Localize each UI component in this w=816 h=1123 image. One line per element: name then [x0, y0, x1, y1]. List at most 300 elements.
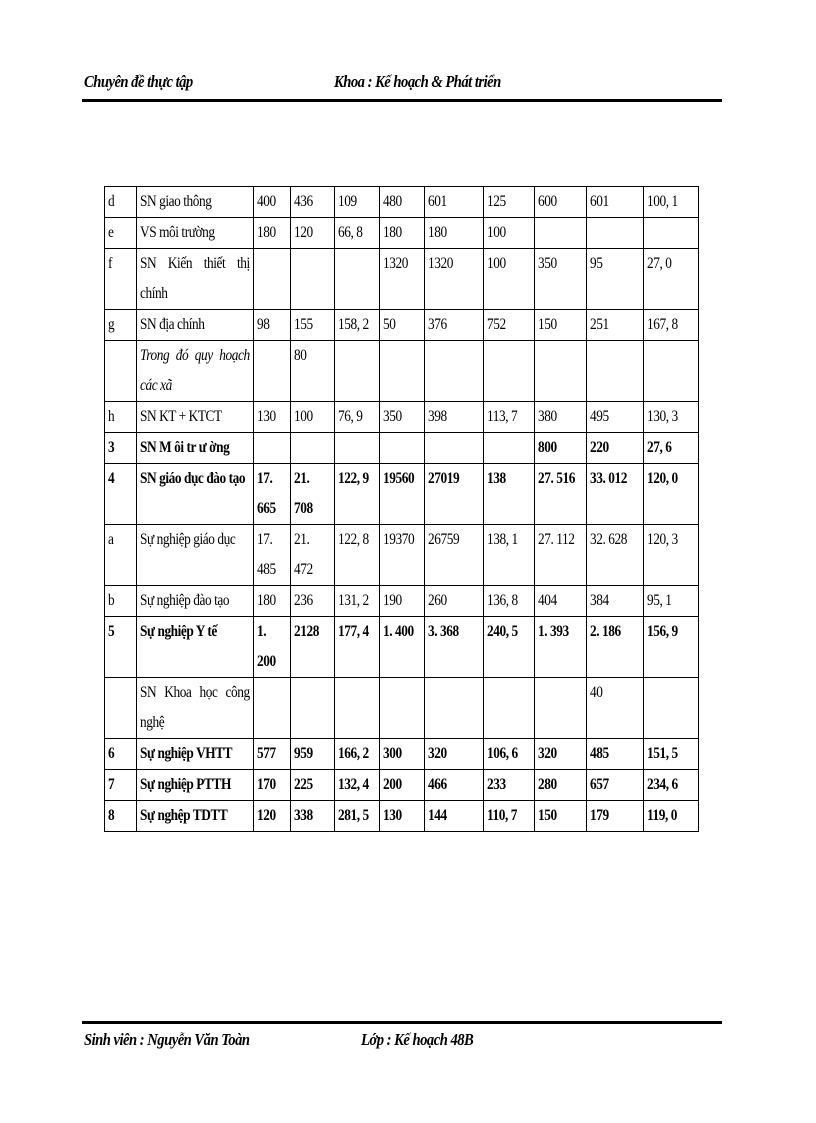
- row-index-cell: [105, 249, 137, 310]
- value-cell: [425, 586, 484, 617]
- value-cell: [484, 433, 535, 464]
- cell-text: 384: [590, 592, 609, 609]
- cell-text: 120: [257, 807, 276, 824]
- value-cell: [380, 586, 425, 617]
- value-cell: [254, 218, 291, 249]
- cell-text: 179: [590, 807, 609, 824]
- cell-text: 600: [538, 193, 557, 210]
- value-cell: [425, 739, 484, 770]
- cell-text: 19560: [383, 470, 415, 487]
- cell-text: 21. 472: [294, 531, 313, 578]
- cell-text: 100, 1: [647, 193, 678, 210]
- value-cell: [587, 310, 644, 341]
- cell-text: 380: [538, 408, 557, 425]
- cell-text: 50: [383, 316, 396, 333]
- value-cell: [254, 249, 291, 310]
- value-cell: [425, 678, 484, 739]
- value-cell: [254, 739, 291, 770]
- table-row: [105, 525, 699, 586]
- cell-text: 166, 2: [338, 745, 369, 762]
- value-cell: [535, 433, 587, 464]
- value-cell: [254, 801, 291, 832]
- row-index-cell: [105, 739, 137, 770]
- value-cell: [380, 770, 425, 801]
- table-row: [105, 218, 699, 249]
- row-index-cell: [105, 341, 137, 402]
- cell-text: 3: [108, 439, 115, 456]
- cell-text: d: [108, 193, 115, 210]
- value-cell: [484, 310, 535, 341]
- value-cell: [291, 310, 335, 341]
- cell-text: a: [108, 531, 114, 548]
- value-cell: [380, 801, 425, 832]
- value-cell: [587, 525, 644, 586]
- value-cell: [254, 402, 291, 433]
- row-label-cell: [137, 770, 254, 801]
- value-cell: [535, 525, 587, 586]
- cell-text: SN KT + KTCT: [140, 408, 222, 425]
- value-cell: [484, 464, 535, 525]
- cell-text: 150: [538, 807, 557, 824]
- row-index-cell: [105, 770, 137, 801]
- value-cell: [644, 525, 699, 586]
- cell-text: 98: [257, 316, 270, 333]
- value-cell: [291, 801, 335, 832]
- value-cell: [335, 341, 380, 402]
- value-cell: [335, 464, 380, 525]
- cell-text: 1. 393: [538, 623, 569, 640]
- cell-text: 100: [487, 255, 506, 272]
- cell-text: 436: [294, 193, 313, 210]
- value-cell: [587, 464, 644, 525]
- value-cell: [335, 739, 380, 770]
- value-cell: [425, 218, 484, 249]
- cell-text: 1320: [428, 255, 453, 272]
- value-cell: [644, 739, 699, 770]
- value-cell: [644, 678, 699, 739]
- value-cell: [484, 341, 535, 402]
- cell-text: 26759: [428, 531, 460, 548]
- cell-text: 119, 0: [647, 807, 678, 824]
- row-index-cell: [105, 678, 137, 739]
- cell-text: 27, 6: [647, 439, 672, 456]
- cell-text: 120, 0: [647, 470, 678, 487]
- cell-text: 280: [538, 776, 557, 793]
- table-row: [105, 402, 699, 433]
- cell-text: 138, 1: [487, 531, 518, 548]
- value-cell: [587, 739, 644, 770]
- cell-text: 27, 0: [647, 255, 672, 272]
- cell-text: 120, 3: [647, 531, 678, 548]
- value-cell: [535, 341, 587, 402]
- value-cell: [254, 678, 291, 739]
- cell-text: 3. 368: [428, 623, 459, 640]
- value-cell: [291, 770, 335, 801]
- cell-text: 180: [257, 592, 276, 609]
- cell-text: 1320: [383, 255, 408, 272]
- cell-text: 240, 5: [487, 623, 518, 640]
- value-cell: [254, 770, 291, 801]
- value-cell: [335, 310, 380, 341]
- cell-text: Sự nghiệp giáo dục: [140, 531, 236, 548]
- value-cell: [425, 310, 484, 341]
- cell-text: 95: [590, 255, 603, 272]
- cell-text: 130, 3: [647, 408, 678, 425]
- cell-text: 225: [294, 776, 313, 793]
- value-cell: [535, 218, 587, 249]
- value-cell: [254, 187, 291, 218]
- row-label-cell: [137, 739, 254, 770]
- cell-text: 76, 9: [338, 408, 363, 425]
- row-index-cell: [105, 586, 137, 617]
- value-cell: [335, 249, 380, 310]
- value-cell: [644, 218, 699, 249]
- value-cell: [484, 187, 535, 218]
- value-cell: [291, 341, 335, 402]
- cell-text: 7: [108, 776, 115, 793]
- cell-text: Sự nghệp TDTT: [140, 807, 228, 824]
- cell-text: Sự nghiệp Y tế: [140, 623, 217, 640]
- cell-text: 320: [538, 745, 557, 762]
- cell-text: 180: [383, 224, 402, 241]
- cell-text: 156, 9: [647, 623, 678, 640]
- cell-text: 19370: [383, 531, 415, 548]
- footer-left-text: Sinh viên : Nguyễn Văn Toàn: [84, 1030, 250, 1049]
- cell-text: 131, 2: [338, 592, 369, 609]
- cell-text: 400: [257, 193, 276, 210]
- cell-text: 6: [108, 745, 115, 762]
- cell-text: 110, 7: [487, 807, 518, 824]
- cell-text: VS môi trường: [140, 224, 215, 241]
- page-header: [84, 72, 720, 100]
- value-cell: [380, 218, 425, 249]
- value-cell: [587, 249, 644, 310]
- value-cell: [484, 801, 535, 832]
- row-label-cell: [137, 464, 254, 525]
- cell-text: 800: [538, 439, 557, 456]
- value-cell: [484, 617, 535, 678]
- cell-text: 66, 8: [338, 224, 363, 241]
- cell-text: 320: [428, 745, 447, 762]
- value-cell: [535, 617, 587, 678]
- value-cell: [335, 801, 380, 832]
- cell-text: f: [108, 255, 113, 272]
- row-label-cell: [137, 187, 254, 218]
- cell-text: 577: [257, 745, 276, 762]
- cell-text: 180: [257, 224, 276, 241]
- value-cell: [484, 249, 535, 310]
- cell-text: 657: [590, 776, 609, 793]
- value-cell: [335, 402, 380, 433]
- value-cell: [291, 402, 335, 433]
- cell-text: 33. 012: [590, 470, 627, 487]
- value-cell: [644, 586, 699, 617]
- cell-text: 404: [538, 592, 557, 609]
- value-cell: [587, 770, 644, 801]
- cell-text: 1. 200: [257, 623, 276, 670]
- cell-text: 120: [294, 224, 313, 241]
- row-index-cell: [105, 187, 137, 218]
- value-cell: [587, 586, 644, 617]
- cell-text: Sự nghiệp VHTT: [140, 745, 233, 762]
- value-cell: [587, 801, 644, 832]
- cell-text: 466: [428, 776, 447, 793]
- table-row: [105, 310, 699, 341]
- value-cell: [254, 464, 291, 525]
- cell-text: b: [108, 592, 115, 609]
- cell-text: Sự nghiệp đào tạo: [140, 592, 230, 609]
- table-row: [105, 678, 699, 739]
- cell-text: 350: [538, 255, 557, 272]
- cell-text: 150: [538, 316, 557, 333]
- value-cell: [425, 433, 484, 464]
- value-cell: [535, 678, 587, 739]
- row-index-cell: [105, 402, 137, 433]
- value-cell: [380, 525, 425, 586]
- cell-text: 251: [590, 316, 609, 333]
- value-cell: [484, 218, 535, 249]
- value-cell: [484, 770, 535, 801]
- value-cell: [335, 770, 380, 801]
- value-cell: [535, 187, 587, 218]
- value-cell: [535, 249, 587, 310]
- table-row: [105, 187, 699, 218]
- row-label-cell: [137, 586, 254, 617]
- value-cell: [425, 525, 484, 586]
- cell-text: 80: [294, 347, 307, 364]
- value-cell: [535, 586, 587, 617]
- value-cell: [425, 341, 484, 402]
- row-index-cell: [105, 525, 137, 586]
- cell-text: 106, 6: [487, 745, 518, 762]
- cell-text: 144: [428, 807, 447, 824]
- value-cell: [644, 770, 699, 801]
- cell-text: 180: [428, 224, 447, 241]
- value-cell: [254, 433, 291, 464]
- cell-text: g: [108, 316, 115, 333]
- value-cell: [380, 310, 425, 341]
- cell-text: 350: [383, 408, 402, 425]
- value-cell: [254, 525, 291, 586]
- cell-text: 32. 628: [590, 531, 627, 548]
- cell-text: 100: [294, 408, 313, 425]
- header-right-text: Khoa : Kế hoạch & Phát triển: [334, 72, 501, 91]
- cell-text: 130: [383, 807, 402, 824]
- value-cell: [425, 770, 484, 801]
- cell-text: 2. 186: [590, 623, 621, 640]
- value-cell: [484, 525, 535, 586]
- cell-text: 601: [590, 193, 609, 210]
- value-cell: [380, 433, 425, 464]
- row-label-cell: [137, 218, 254, 249]
- cell-text: 155: [294, 316, 313, 333]
- cell-text: 752: [487, 316, 506, 333]
- cell-text: 27. 516: [538, 470, 575, 487]
- cell-text: 158, 2: [338, 316, 369, 333]
- table-row: [105, 464, 699, 525]
- value-cell: [335, 218, 380, 249]
- value-cell: [535, 770, 587, 801]
- header-rule: [82, 99, 722, 102]
- value-cell: [335, 525, 380, 586]
- cell-text: 95, 1: [647, 592, 672, 609]
- value-cell: [254, 310, 291, 341]
- cell-text: 167, 8: [647, 316, 678, 333]
- cell-text: 125: [487, 193, 506, 210]
- cell-text: 281, 5: [338, 807, 369, 824]
- cell-text: 151, 5: [647, 745, 678, 762]
- row-label-cell: [137, 249, 254, 310]
- cell-text: 136, 8: [487, 592, 518, 609]
- value-cell: [644, 402, 699, 433]
- table-row: [105, 341, 699, 402]
- value-cell: [380, 249, 425, 310]
- cell-text: 21. 708: [294, 470, 313, 517]
- cell-text: SN giáo dục đào tạo: [140, 470, 246, 487]
- value-cell: [644, 341, 699, 402]
- value-cell: [644, 433, 699, 464]
- value-cell: [644, 464, 699, 525]
- value-cell: [335, 187, 380, 218]
- cell-text: 122, 8: [338, 531, 369, 548]
- value-cell: [587, 187, 644, 218]
- cell-text: 376: [428, 316, 447, 333]
- value-cell: [535, 402, 587, 433]
- cell-text: 177, 4: [338, 623, 369, 640]
- cell-text: SN Kiến thiết thị chính: [140, 255, 250, 302]
- cell-text: SN địa chính: [140, 316, 205, 333]
- cell-text: 236: [294, 592, 313, 609]
- value-cell: [535, 464, 587, 525]
- cell-text: 170: [257, 776, 276, 793]
- cell-text: e: [108, 224, 114, 241]
- value-cell: [644, 617, 699, 678]
- row-label-cell: [137, 433, 254, 464]
- cell-text: 398: [428, 408, 447, 425]
- budget-table: [104, 186, 699, 832]
- cell-text: 27. 112: [538, 531, 575, 548]
- value-cell: [254, 586, 291, 617]
- table-row: [105, 801, 699, 832]
- cell-text: 40: [590, 684, 603, 701]
- cell-text: Sự nghiệp PTTH: [140, 776, 231, 793]
- value-cell: [380, 617, 425, 678]
- row-label-cell: [137, 402, 254, 433]
- row-label-cell: [137, 310, 254, 341]
- value-cell: [644, 801, 699, 832]
- value-cell: [535, 310, 587, 341]
- value-cell: [335, 433, 380, 464]
- cell-text: 4: [108, 470, 115, 487]
- value-cell: [425, 617, 484, 678]
- cell-text: 220: [590, 439, 609, 456]
- cell-text: SN giao thông: [140, 193, 212, 210]
- cell-text: 200: [383, 776, 402, 793]
- cell-text: 113, 7: [487, 408, 518, 425]
- cell-text: 130: [257, 408, 276, 425]
- value-cell: [291, 739, 335, 770]
- cell-text: 260: [428, 592, 447, 609]
- value-cell: [425, 464, 484, 525]
- cell-text: 100: [487, 224, 506, 241]
- budget-table-body: [105, 187, 699, 832]
- value-cell: [587, 617, 644, 678]
- value-cell: [425, 801, 484, 832]
- value-cell: [380, 678, 425, 739]
- cell-text: 8: [108, 807, 115, 824]
- row-label-cell: [137, 617, 254, 678]
- value-cell: [644, 187, 699, 218]
- value-cell: [535, 801, 587, 832]
- value-cell: [380, 187, 425, 218]
- cell-text: 17. 485: [257, 531, 276, 578]
- footer-right-text: Lớp : Kế hoạch 48B: [361, 1030, 474, 1049]
- value-cell: [535, 739, 587, 770]
- cell-text: 495: [590, 408, 609, 425]
- row-index-cell: [105, 310, 137, 341]
- value-cell: [291, 586, 335, 617]
- value-cell: [587, 678, 644, 739]
- value-cell: [254, 341, 291, 402]
- value-cell: [484, 678, 535, 739]
- value-cell: [291, 187, 335, 218]
- row-index-cell: [105, 464, 137, 525]
- value-cell: [484, 402, 535, 433]
- cell-text: 959: [294, 745, 313, 762]
- cell-text: 17. 665: [257, 470, 276, 517]
- value-cell: [291, 617, 335, 678]
- cell-text: 233: [487, 776, 506, 793]
- value-cell: [644, 310, 699, 341]
- cell-text: 1. 400: [383, 623, 414, 640]
- row-label-cell: [137, 801, 254, 832]
- value-cell: [335, 617, 380, 678]
- value-cell: [380, 464, 425, 525]
- value-cell: [425, 402, 484, 433]
- value-cell: [291, 678, 335, 739]
- value-cell: [587, 341, 644, 402]
- cell-text: 300: [383, 745, 402, 762]
- cell-text: 132, 4: [338, 776, 369, 793]
- cell-text: 234, 6: [647, 776, 678, 793]
- row-index-cell: [105, 218, 137, 249]
- value-cell: [644, 249, 699, 310]
- row-label-cell: [137, 341, 254, 402]
- page-footer: [84, 1030, 720, 1058]
- table-row: [105, 770, 699, 801]
- value-cell: [380, 341, 425, 402]
- value-cell: [425, 249, 484, 310]
- row-label-cell: [137, 525, 254, 586]
- row-index-cell: [105, 617, 137, 678]
- cell-text: 109: [338, 193, 357, 210]
- value-cell: [291, 525, 335, 586]
- cell-text: h: [108, 408, 115, 425]
- value-cell: [335, 586, 380, 617]
- value-cell: [425, 187, 484, 218]
- footer-rule: [82, 1021, 722, 1024]
- cell-text: 138: [487, 470, 506, 487]
- cell-text: 5: [108, 623, 115, 640]
- row-index-cell: [105, 801, 137, 832]
- table-row: [105, 433, 699, 464]
- cell-text: 485: [590, 745, 609, 762]
- value-cell: [380, 402, 425, 433]
- cell-text: SN Khoa học công nghệ: [140, 684, 250, 731]
- cell-text: 122, 9: [338, 470, 369, 487]
- value-cell: [484, 739, 535, 770]
- cell-text: SN M ôi tr ư ờng: [140, 439, 230, 456]
